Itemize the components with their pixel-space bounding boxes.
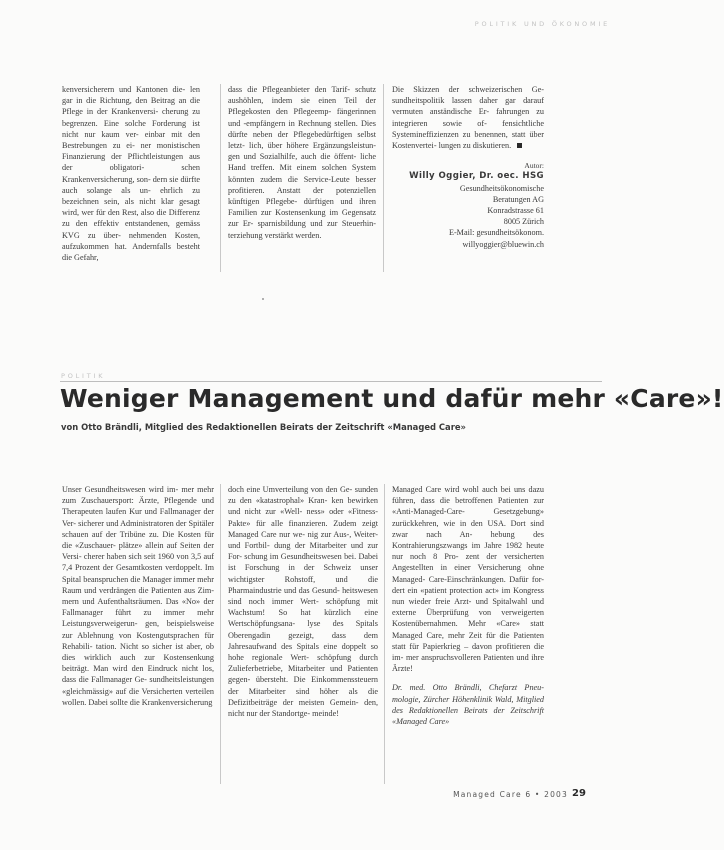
author-line: Konradstrasse 61 <box>487 206 544 216</box>
author-email: willyoggier@bluewin.ch <box>462 239 544 249</box>
section-rule <box>60 381 602 382</box>
column-divider <box>220 84 221 272</box>
article-byline: von Otto Brändli, Mitglied des Redaktionellen Beirats der Zeitschrift «Managed Care» <box>61 422 466 432</box>
author-line: Beratungen AG <box>492 194 544 204</box>
column-divider <box>384 484 385 784</box>
article-col3-text: Managed Care wird wohl auch bei uns dazu führen, dass die betroffenen Patienten zur «Anti-Managed-Care- Gesetzgebung» zurückkehren, wie in den USA. Dort sind zwar nach An- hebung des Kontrahierungszwangs im Jahre 1982 heute nur noch 8 Pro- zent der versicherten Angestellten in einer Versicherung ohne Managed- Care-Einschränkungen. Dafür for- dert ein «patient protection act» im Kongress nun wieder freie Arzt- und Spitalwahl und externe Überprüfung von verweigerten Kostenübernahmen. Mehr «Care» statt Managed Care, mehr Zeit für die Patienten statt für Papierkrieg – davon profitieren die im- mer anspruchsvolleren Patienten und ihre Ärzte! <box>392 485 544 674</box>
running-head: POLITIK UND ÖKONOMIE <box>474 20 610 28</box>
author-block <box>392 160 544 250</box>
section-label: POLITIK <box>61 372 106 380</box>
article-headline: Weniger Management und dafür mehr «Care»! <box>60 384 724 413</box>
article-col2-text: doch eine Umverteilung von den Ge- sunden zu den «katastrophal» Kran- ken bewirken und nicht zur «Well- ness» oder «Fitness-Pakte» für alle finanzieren. Zudem zeigt Managed Care nur we- nig zur Aus-, Weiter- und Fortbil- dung der Mitarbeiter und zur For- schung im Gesundheitswesen bei. Dabei ist Forschung in der Schweiz unser wichtigster Rohstoff, und die Pharmaindustrie und das Gesund- heitswesen sind noch immer Wert- schöpfung mit Wachstum! So hat kürzlich eine Wertschöpfungsana- lyse des Spitals Oberengadin gezeigt, dass dem Jahresaufwand des Spitals eine doppelt so hohe regionale Wert- schöpfung durch Zulieferbetriebe, Mitarbeiter und Patienten gegen- übersteht. Die Einkommenssteuern der Mitarbeiter sind höher als die Defizitbeiträge der meisten Gemein- den, nicht nur der Standortge- meinde! <box>228 485 378 719</box>
column-divider <box>383 84 384 272</box>
author-line: 8005 Zürich <box>503 217 544 227</box>
decorative-dot <box>262 298 264 300</box>
end-of-article-mark <box>517 143 522 148</box>
column-divider <box>220 484 221 784</box>
author-line: Gesundheitsökonomische <box>459 183 544 193</box>
article-col1-text: Unser Gesundheitswesen wird im- mer mehr zum Zuschauersport: Ärzte, Pflegende und Therapeuten laufen Kur und Fallmanager der Ver- sicherer und Administratoren der Spitäler schauen auf der Tribüne zu. Die Kosten für die «Zuschauer- plätze» allein auf Seiten der Versi- cherer haben sich seit 1960 von 3,5 auf 7,4 Prozent der Gesamtkosten verdoppelt. Im Spital beanspruchen die Manager immer mehr Raum und verdrängen die Patienten aus Zim- mern und Aufenthaltsräumen. Das «No» der Fallmanager führt zu immer mehr Leistungsverweigerun- gen, beispielsweise zur Ablehnung von Kostengutsprachen für Rehabili- tation. Nicht so sicher ist aber, ob dies wirklich auch zur Kostensenkung beiträgt. Man wird den Eindruck nicht los, dass die Fallmanager Ge- sundheitsleistungen «gleichmässig» auf die Versicherten verteilen wollen. Dabei sollte die Krankenversicherung <box>62 485 214 707</box>
top-article-col1-text: kenversicherern und Kantonen die- len gar in die Richtung, den Beitrag an die Pflege in der Krankenversi- cherung zu begrenzen. Eine solche Forderung ist nicht nur kaum ver- einbar mit den Bestrebungen zu ei- ner monistischen Finanzierung der Pflichtleistungen aus der obligatori- schen Krankenversicherung, son- dern sie dürfte auch solange als un- ehrlich zu bezeichnen sein, als nicht klar gesagt wird, wer für den Rest, also die Differenz zu den effektiv entstandenen, gemäss KVG zu über- nehmenden Kosten, aufzukommen hat. Andernfalls besteht die Gefahr, <box>62 85 201 263</box>
top-article-column-2 <box>228 84 376 241</box>
top-article-col2-text: dass die Pflegeanbieter den Tarif- schutz aushöhlen, indem sie einen Teil der Pflegekosten den Pflegeemp- fängerinnen und -empfängern in Rechnung stellen. Dies dürfte neben der Pflegebedürftigen selbst letzt- lich, über höhere Ergänzungsleistun- gen und Sozialhilfe, auch die öffent- liche Hand treffen. Mit einem solchen System könnten zudem die Service-Leute besser profitieren. Anstatt der potenziellen künftigen Pflegebe- dürftigen und ihren Familien zur Kostensenkung im Gegensatz zur Er- sparnisbildung und zur Steuerhin- terziehung verstärkt werden. <box>228 85 376 240</box>
author-line: E-Mail: gesundheitsökonom. <box>448 228 544 238</box>
article-column-2 <box>228 484 378 719</box>
top-article-col3-body: Die Skizzen der schweizerischen Ge- sundheitspolitik lassen daher gar darauf vermuten anständische Er- fahrungen zu integrieren sowie of- fensichtliche Systemineffizienzen zu benennen, statt über Kostenvertei- lungen zu diskutieren. <box>392 85 544 151</box>
author-label: Autor: <box>524 161 544 171</box>
article-column-1 <box>62 484 214 708</box>
author-name: Willy Oggier, Dr. oec. HSG <box>409 171 544 182</box>
top-article-column-3 <box>392 84 544 250</box>
top-article-column-1 <box>62 84 200 263</box>
top-article-col3-text <box>392 84 544 151</box>
author-bio: Dr. med. Otto Brändli, Chefarzt Pneu- mologie, Zürcher Höhenklinik Wald, Mitglied des Redaktionellen Beirats der Zeitschrift «Managed Care» <box>392 683 544 727</box>
page-number: 29 <box>572 788 586 799</box>
article-column-3 <box>392 484 544 727</box>
footer-journal: Managed Care 6 • 2003 <box>453 790 568 799</box>
